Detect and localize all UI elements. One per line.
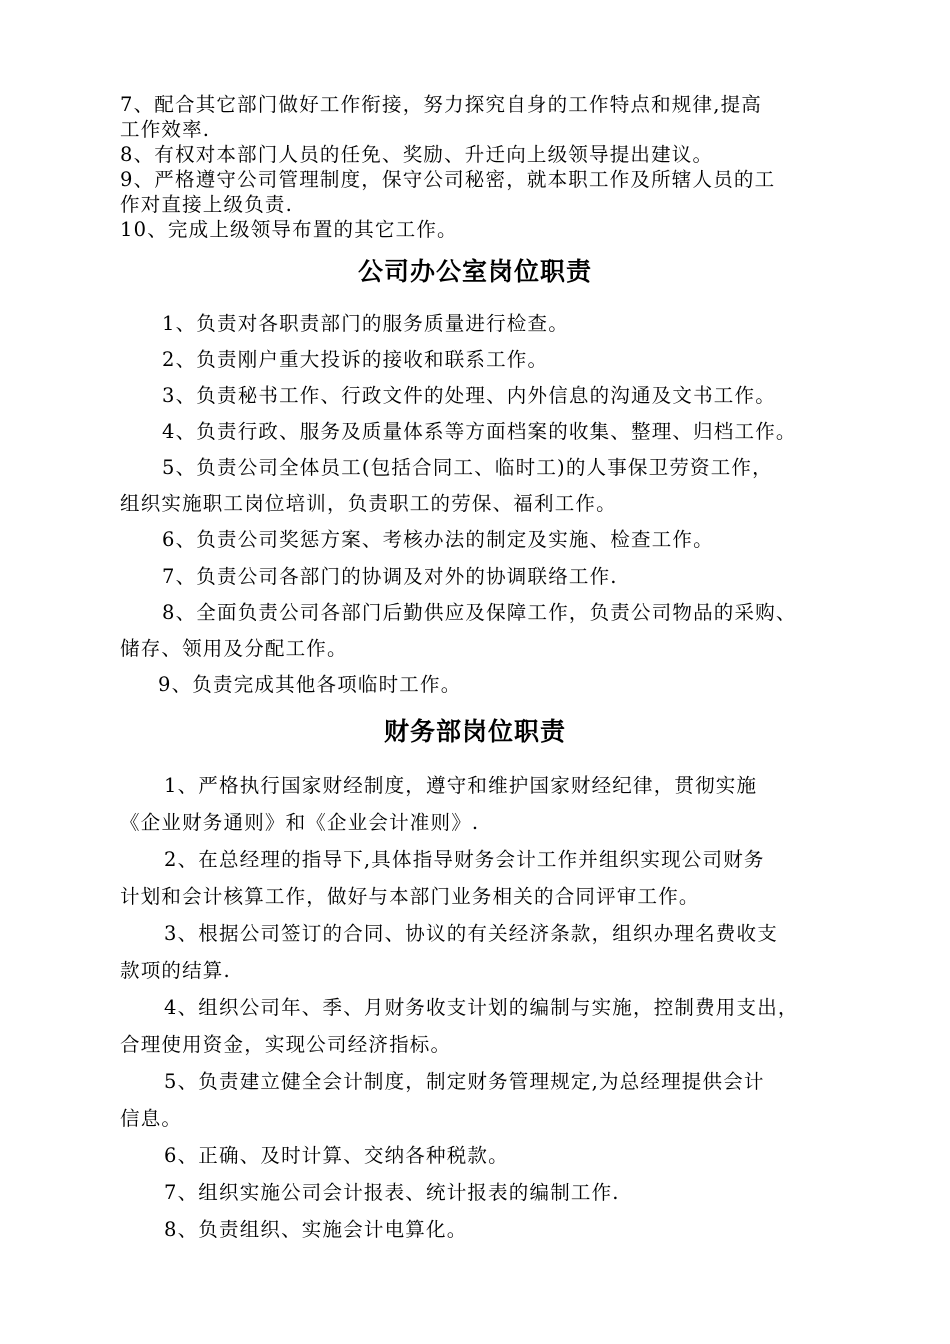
text-line: 8、有权对本部门人员的任免、奖励、升迁向上级领导提出建议。 [120, 143, 714, 166]
text-line: 组织实施职工岗位培训，负责职工的劳保、福利工作。 [120, 492, 617, 515]
text-line: 9、严格遵守公司管理制度，保守公司秘密，就本职工作及所辖人员的工 [120, 168, 776, 191]
text-line: 1、严格执行国家财经制度，遵守和维护国家财经纪律，贯彻实施 [164, 774, 758, 797]
text-line: 款项的结算. [120, 959, 231, 982]
text-line: 7、负责公司各部门的协调及对外的协调联络工作. [162, 565, 618, 588]
section-title-office: 公司办公室岗位职责 [357, 257, 592, 286]
section-title-finance: 财务部岗位职责 [383, 717, 566, 746]
text-line: 5、负责建立健全会计制度，制定财务管理规定,为总经理提供会计 [164, 1070, 765, 1093]
text-line: 作对直接上级负责. [120, 193, 293, 216]
text-line: 7、配合其它部门做好工作衔接，努力探究自身的工作特点和规律,提高 [120, 93, 763, 116]
text-line: 3、负责秘书工作、行政文件的处理、内外信息的沟通及文书工作。 [162, 384, 776, 407]
text-line: 8、全面负责公司各部门后勤供应及保障工作，负责公司物品的采购、 [162, 601, 797, 624]
text-line: 计划和会计核算工作，做好与本部门业务相关的合同评审工作。 [120, 885, 700, 908]
text-line: 4、负责行政、服务及质量体系等方面档案的收集、整理、归档工作。 [162, 420, 797, 443]
text-line: 合理使用资金，实现公司经济指标。 [120, 1033, 452, 1056]
text-line: 储存、领用及分配工作。 [120, 637, 348, 660]
text-line: 8、负责组织、实施会计电算化。 [164, 1218, 468, 1241]
text-line: 6、负责公司奖惩方案、考核办法的制定及实施、检查工作。 [162, 528, 714, 551]
text-line: 《企业财务通则》和《企业会计准则》. [120, 811, 480, 834]
text-line: 6、正确、及时计算、交纳各种税款。 [164, 1144, 509, 1167]
text-line: 4、组织公司年、季、月财务收支计划的编制与实施，控制费用支出， [164, 996, 799, 1019]
text-line: 7、组织实施公司会计报表、统计报表的编制工作. [164, 1181, 620, 1204]
text-line: 信息。 [120, 1107, 183, 1130]
text-line: 5、负责公司全体员工(包括合同工、临时工)的人事保卫劳资工作， [162, 456, 773, 479]
text-line: 2、负责刚户重大投诉的接收和联系工作。 [162, 348, 549, 371]
text-line: 工作效率. [120, 118, 211, 141]
text-line: 3、根据公司签订的合同、协议的有关经济条款，组织办理名费收支 [164, 922, 778, 945]
text-line: 2、在总经理的指导下,具体指导财务会计工作并组织实现公司财务 [164, 848, 765, 871]
text-line: 9、负责完成其他各项临时工作。 [158, 673, 462, 696]
text-line: 10、完成上级领导布置的其它工作。 [120, 218, 458, 241]
text-line: 1、负责对各职责部门的服务质量进行检查。 [162, 312, 569, 335]
